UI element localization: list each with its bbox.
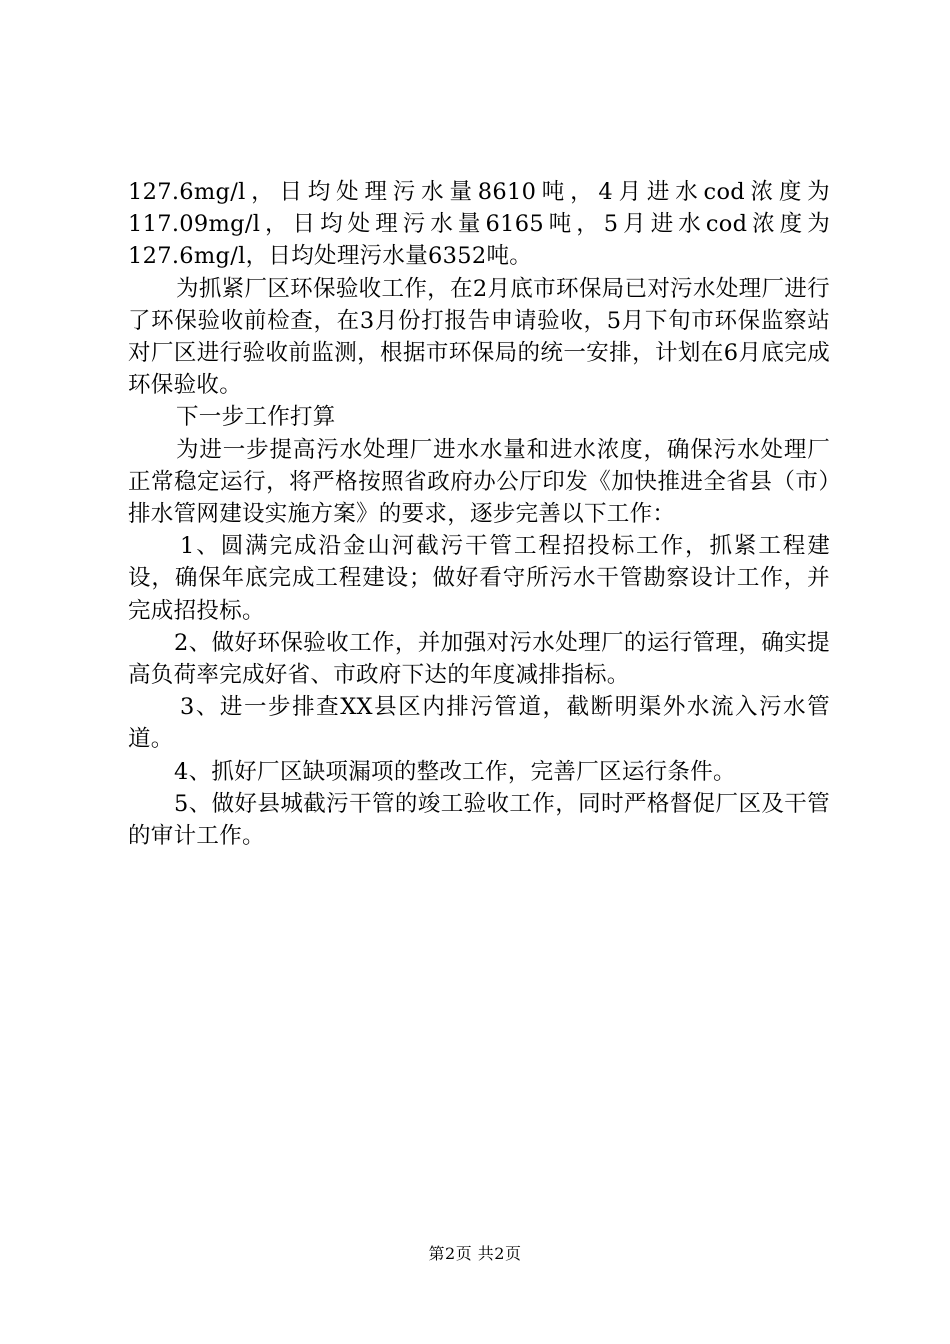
section-heading-next-steps: 下一步工作打算 <box>176 404 336 431</box>
page-number-footer: 第2页 共2页 <box>428 1244 522 1263</box>
list-item-2: 2、做好环保验收工作，并加强对污水处理厂的运行管理，确实提高负荷率完成好省、市政府下达的年度减排指标。 <box>128 629 830 689</box>
document-body <box>128 176 830 852</box>
list-item-3: 3、进一步排查XX县区内排污管道，截断明渠外水流入污水管道。 <box>128 694 830 753</box>
list-item-1: 1、圆满完成沿金山河截污干管工程招投标工作，抓紧工程建设，确保年底完成工程建设；做好看守所污水干管勘察设计工作，并完成招投标。 <box>128 533 830 624</box>
paragraph-environmental-acceptance: 为抓紧厂区环保验收工作，在2月底市环保局已对污水处理厂进行了环保验收前检查，在3月份打报告申请验收，5月下旬市环保监察站对厂区进行验收前监测，根据市环保局的统一安排，计划在6月底完成环保验收。 <box>128 275 830 399</box>
list-item-5: 5、做好县城截污干管的竣工验收工作，同时严格督促厂区及干管的审计工作。 <box>128 790 830 850</box>
paragraph-cod-data: 127.6mg/l，日均处理污水量8610吨，4月进水cod浓度为117.09mg/l，日均处理污水量6165吨，5月进水cod浓度为127.6mg/l，日均处理污水量6352吨。 <box>128 179 830 270</box>
list-item-4: 4、抓好厂区缺项漏项的整改工作，完善厂区运行条件。 <box>174 758 736 785</box>
paragraph-next-steps-intro: 为进一步提高污水处理厂进水水量和进水浓度，确保污水处理厂正常稳定运行，将严格按照省政府办公厅印发《加快推进全省县（市）排水管网建设实施方案》的要求，逐步完善以下工作： <box>128 436 830 528</box>
